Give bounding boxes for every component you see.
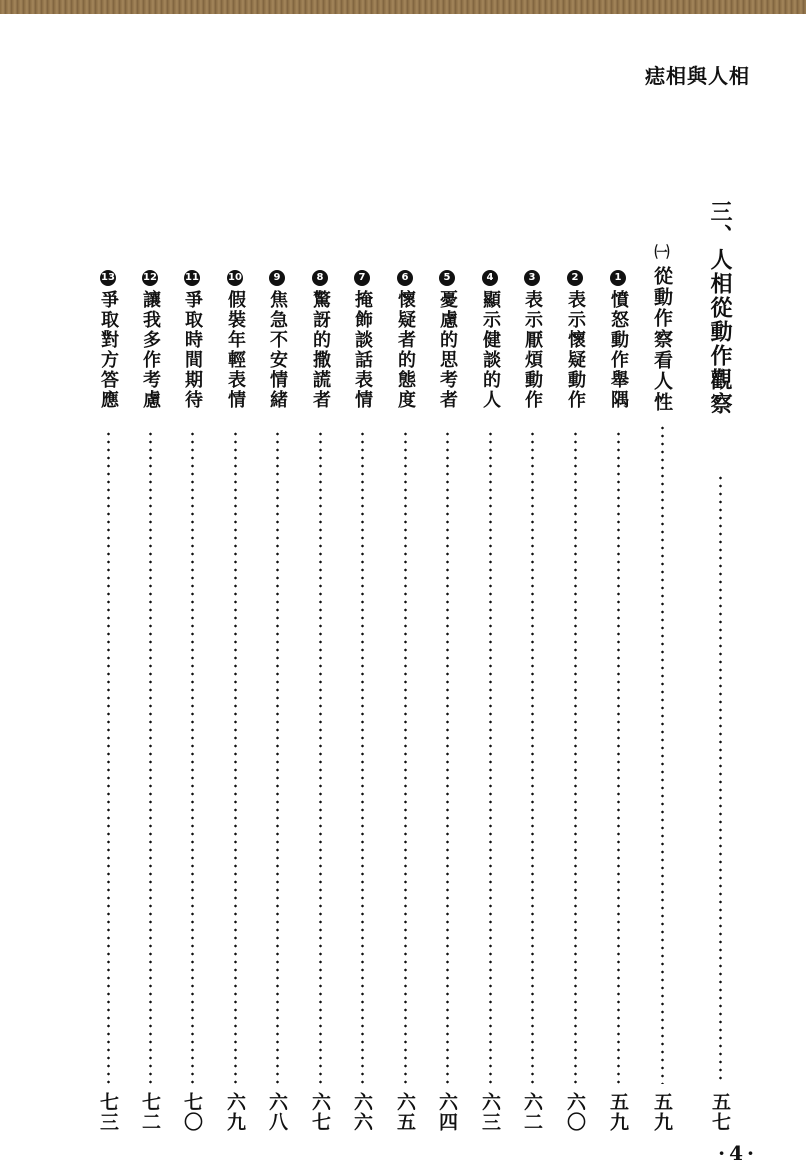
toc-item-entry[interactable] [262,0,292,1171]
dot-leader [191,430,194,1084]
toc-page-number: 六三 [479,1092,501,1132]
circled-number-marker: 2 [567,270,583,286]
toc-page-number: 五九 [651,1092,673,1132]
circled-number-marker: 7 [354,270,370,286]
toc-page-number: 七〇 [181,1092,203,1132]
toc-item-entry[interactable] [347,0,377,1171]
circled-number-marker: 4 [482,270,498,286]
toc-item-title: 憂慮的思考者 [437,290,458,410]
toc-item-entry[interactable] [305,0,335,1171]
circled-number-marker: 11 [184,270,200,286]
toc-page-number: 五九 [607,1092,629,1132]
dot-leader [404,430,407,1084]
running-header: 痣相與人相 [645,64,750,88]
dot-leader [446,430,449,1084]
dot-leader [234,430,237,1084]
circled-number-marker: 1 [610,270,626,286]
toc-page-number: 七二 [139,1092,161,1132]
page-folio: ·4· [718,1141,758,1165]
toc-page-number: 七三 [97,1092,119,1132]
toc-item-entry[interactable] [177,0,207,1171]
dot-leader [361,430,364,1084]
circled-number-marker: 3 [524,270,540,286]
toc-chapter-title: 三、人相從動作觀察 [707,200,733,416]
toc-item-entry[interactable] [603,0,633,1171]
toc-item-title: 驚訝的撒謊者 [310,290,331,410]
toc-item-entry[interactable] [220,0,250,1171]
toc-item-title: 表示厭煩動作 [522,290,543,410]
toc-item-title: 爭取時間期待 [182,290,203,410]
toc-page-number: 六〇 [564,1092,586,1132]
toc-page-number: 六九 [224,1092,246,1132]
circled-number-marker: 6 [397,270,413,286]
toc-item-title: 爭取對方答應 [98,290,119,410]
dot-leader [319,430,322,1084]
circled-number-marker: 8 [312,270,328,286]
dot-leader [661,424,664,1084]
toc-item-entry[interactable] [93,0,123,1171]
circled-number-marker: 5 [439,270,455,286]
toc-item-title: 憤怒動作舉隅 [608,290,629,410]
toc-page-number: 六四 [436,1092,458,1132]
toc-item-title: 表示懷疑動作 [565,290,586,410]
toc-item-title: 懷疑者的態度 [395,290,416,410]
circled-number-marker: 12 [142,270,158,286]
circled-number-marker: 9 [269,270,285,286]
toc-section-title: 從動作察看人性 [651,266,673,413]
toc-item-title: 焦急不安情緒 [267,290,288,410]
circled-number-marker: 10 [227,270,243,286]
dot-leader [276,430,279,1084]
toc-item-entry[interactable] [560,0,590,1171]
toc-page-number: 六二 [521,1092,543,1132]
toc-item-title: 讓我多作考慮 [140,290,161,410]
dot-leader [107,430,110,1084]
toc-page-number: 六八 [266,1092,288,1132]
section-number-marker: ㈠ [654,243,670,261]
toc-item-entry[interactable] [390,0,420,1171]
circled-number-marker: 13 [100,270,116,286]
toc-item-entry[interactable] [432,0,462,1171]
toc-item-entry[interactable] [135,0,165,1171]
toc-item-entry[interactable] [517,0,547,1171]
dot-leader [489,430,492,1084]
dot-leader [617,430,620,1084]
toc-page-number: 六五 [394,1092,416,1132]
toc-item-title: 假裝年輕表情 [225,290,246,410]
toc-page-number: 六七 [309,1092,331,1132]
toc-item-entry[interactable] [475,0,505,1171]
toc-page-number: 五七 [709,1092,731,1132]
toc-chapter-entry[interactable] [705,0,735,1171]
dot-leader [574,430,577,1084]
dot-leader [719,474,722,1084]
toc-item-title: 顯示健談的人 [480,290,501,410]
toc-page-number: 六六 [351,1092,373,1132]
dot-leader [149,430,152,1084]
toc-item-title: 掩飾談話表情 [352,290,373,410]
dot-leader [531,430,534,1084]
toc-section-entry[interactable] [647,0,677,1171]
